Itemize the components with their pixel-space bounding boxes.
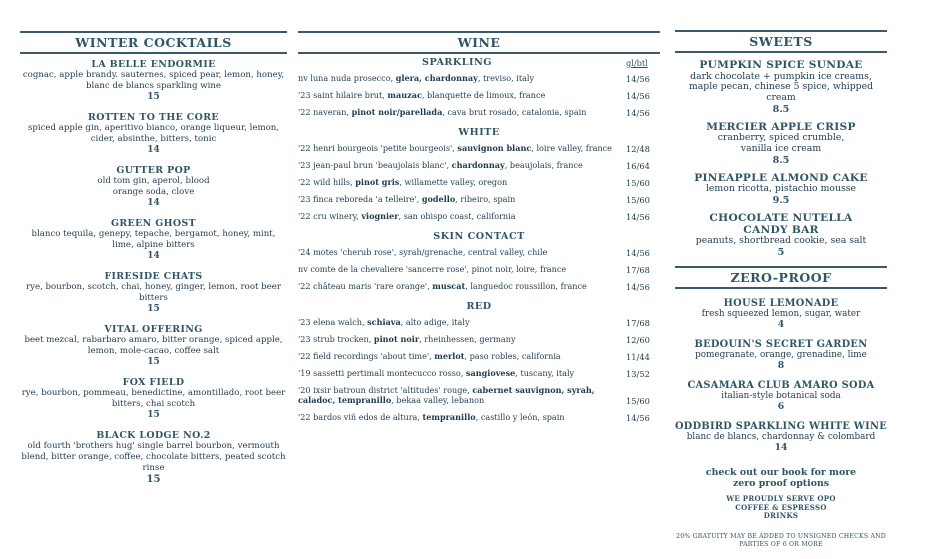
wine-name-pre: '24 motes 'cherub rose', syrah/grenache, central valley, chile: [298, 247, 548, 258]
zero-proof-price: 4: [777, 318, 785, 330]
wine-row: [298, 212, 660, 222]
wine-name-pre: '22 bardos viñ edos de altura,: [298, 411, 423, 422]
cocktail-price: 14: [147, 145, 160, 155]
sparkling-list: [298, 74, 660, 118]
zero-proof-price: 8: [777, 359, 785, 371]
cocktail-name: LA BELLE ENDORMIE: [91, 59, 216, 70]
wine-region: , san obispo coast, california: [398, 211, 516, 222]
cocktail-desc: spiced apple gin, aperitivo bianco, orange liqueur, lemon, cider, absinthe, bitters, tonic: [27, 123, 280, 144]
wine-grape: sauvignon blanc: [457, 143, 532, 154]
wine-name: [298, 144, 616, 154]
wine-header: WINE: [298, 31, 660, 54]
zero-proof-item: [675, 339, 887, 371]
wine-name-pre: '22 field recordings 'about time',: [298, 351, 435, 362]
wine-grape: viognier: [361, 211, 399, 222]
wine-grape: godello: [421, 194, 456, 205]
wine-price: 15/60: [626, 395, 650, 406]
red-list: [298, 318, 660, 423]
wine-name: [298, 212, 616, 222]
wine-region: , cava brut rosado, catalonia, spain: [442, 107, 587, 118]
wine-name-pre: '19 sassetti pertimali montecucco rosso,: [298, 368, 466, 379]
wine-row: [298, 161, 660, 171]
wine-row: [298, 282, 660, 292]
wine-region: , castillo y león, spain: [475, 411, 565, 422]
cocktail-desc: blanco tequila, genepy, tepache, bergamot, honey, mint, lime, alpine bitters: [31, 229, 276, 250]
sweet-item: [675, 173, 887, 206]
wine-name-pre: '22 naveran,: [298, 107, 352, 118]
sweet-price: 5: [777, 247, 785, 259]
zero-proof-header: ZERO-PROOF: [675, 266, 887, 289]
sweet-item: [675, 60, 887, 115]
wine-row: [298, 413, 660, 423]
wine-name: [298, 265, 616, 275]
wine-grape: schiava: [367, 317, 401, 328]
wine-name: [298, 74, 616, 84]
wine-grape: merlot: [434, 351, 465, 362]
cocktail-desc: cognac, apple brandy. sauternes, spiced pear, lemon, honey, blanc de blancs sparkling wine: [22, 70, 285, 91]
wine-region: , tuscany, italy: [515, 368, 575, 379]
skin-contact-title: SKIN CONTACT: [433, 231, 525, 242]
wine-grape: cabernet sauvignon, syrah, caladoc, tempranillo: [298, 385, 595, 405]
cocktail-name: GUTTER POP: [116, 165, 191, 176]
wine-grape: pinot noir/parellada: [351, 107, 443, 118]
wine-name: [298, 108, 616, 118]
wine-name: [298, 282, 616, 292]
wine-price: 17/68: [626, 265, 650, 275]
cocktail-price: 15: [146, 474, 161, 485]
sparkling-title: SPARKLING: [422, 57, 492, 68]
wine-price: 15/60: [626, 178, 650, 188]
zero-proof-item: [675, 421, 887, 453]
zero-proof-desc: fresh squeezed lemon, sugar, water: [701, 309, 861, 320]
cocktail-desc: old fourth 'brothers hug' single barrel bourbon, vermouth blend, bitter orange, coffee, chocolate bitters, peated scotch rinse: [21, 441, 286, 473]
cocktail-desc: old tom gin, aperol, blood orange soda, clove: [97, 176, 210, 197]
gl-btl-label: gl/btl: [626, 57, 648, 68]
wine-name-pre: '23 finca reboreda 'a telleire',: [298, 194, 422, 205]
cocktail-name: FOX FIELD: [122, 377, 185, 388]
cocktail-price: 15: [147, 304, 160, 314]
wine-row: [298, 386, 660, 406]
sweet-item: [675, 122, 887, 166]
wine-region: , ribeiro, spain: [455, 194, 516, 205]
cocktail-price: 15: [147, 92, 160, 102]
zero-proof-item: [675, 298, 887, 330]
sweet-price: 8.5: [772, 103, 790, 115]
zero-proof-desc: italian-style botanical soda: [721, 391, 841, 402]
wine-grape: chardonnay: [451, 160, 505, 171]
sweets-header: SWEETS: [675, 30, 887, 53]
sparkling-subheader: [298, 57, 660, 68]
cocktail-price: 15: [147, 410, 160, 420]
wine-name: [298, 369, 616, 379]
wine-price: 14/56: [626, 412, 650, 423]
sweet-desc: lemon ricotta, pistachio mousse: [705, 183, 857, 195]
book-note: check out our book for more zero proof options: [705, 467, 857, 490]
wine-name-pre: '23 elena walch,: [298, 317, 368, 328]
sweets-column: [675, 0, 887, 549]
wine-row: [298, 265, 660, 275]
wine-name: [298, 195, 616, 205]
cocktail-price: 14: [147, 198, 160, 208]
zero-proof-name: CASAMARA CLUB AMARO SODA: [687, 380, 875, 392]
wine-name: [298, 248, 616, 258]
wine-grape: pinot noir: [373, 334, 420, 345]
wine-region: , beaujolais, france: [504, 160, 583, 171]
wine-name-pre: '22 château maris 'rare orange',: [298, 281, 433, 292]
cocktail-item: [20, 112, 287, 156]
gratuity-note: 20% GRATUITY MAY BE ADDED TO UNSIGNED CHECKS AND PARTIES OF 6 OR MORE: [676, 532, 886, 548]
wine-region: , loire valley, france: [531, 143, 612, 154]
red-title: RED: [466, 301, 492, 312]
wine-grape: sangiovese: [465, 368, 516, 379]
wine-region: , blanquette de limoux, france: [421, 90, 546, 101]
wine-grape: tempranillo: [422, 411, 476, 422]
sweet-desc: peanuts, shortbread cookie, sea salt: [695, 235, 867, 247]
wine-region: , willamette valley, oregon: [399, 177, 508, 188]
zero-proof-desc: pomegranate, orange, grenadine, lime: [695, 350, 867, 361]
cocktail-desc: rye, bourbon, scotch, chai, honey, ginger, lemon, root beer bitters: [26, 282, 281, 303]
wine-name-pre: '20 ixsir batroun district 'altitudes' rouge,: [298, 385, 473, 395]
zero-proof-name: HOUSE LEMONADE: [723, 298, 839, 310]
wine-region: , paso robles, california: [464, 351, 561, 362]
cocktail-name: BLACK LODGE NO.2: [96, 430, 211, 441]
wine-name-pre: '22 wild hills,: [298, 177, 356, 188]
wine-region: , alto adige, italy: [400, 317, 470, 328]
wine-price: 14/56: [626, 108, 650, 118]
wine-name-pre: '23 strub trocken,: [298, 334, 374, 345]
wine-name-pre: '23 saint hilaire brut,: [298, 90, 388, 101]
white-list: [298, 144, 660, 222]
wine-row: [298, 335, 660, 345]
skin-contact-list: [298, 248, 660, 292]
cocktails-header: WINTER COCKTAILS: [20, 31, 287, 54]
wine-price: 14/56: [626, 212, 650, 222]
cocktail-item: [20, 377, 287, 421]
wine-name-pre: '22 henri bourgeois 'petite bourgeois',: [298, 143, 458, 154]
wine-grape: glera, chardonnay: [395, 73, 478, 84]
cocktail-price: 15: [147, 357, 160, 367]
wine-name: [298, 178, 616, 188]
wine-price: 11/44: [626, 352, 650, 362]
cocktail-item: [20, 271, 287, 315]
cocktail-item: [20, 324, 287, 368]
cocktail-item: [20, 165, 287, 209]
cocktail-desc: rye, bourbon, pommeau, benedictine, amontillado, root beer bitters, chai scotch: [21, 388, 286, 409]
sweet-name: MERCIER APPLE CRISP: [706, 120, 856, 133]
sweet-name: PINEAPPLE ALMOND CAKE: [694, 171, 868, 184]
zero-proof-price: 14: [774, 441, 788, 453]
wine-price: 12/48: [626, 144, 650, 154]
wine-name: [298, 413, 616, 423]
wine-price: 17/68: [626, 318, 650, 328]
wine-price: 15/60: [626, 195, 650, 205]
wine-region: , treviso, italy: [477, 73, 535, 84]
sweet-item: [675, 213, 887, 258]
cocktail-item: [20, 218, 287, 262]
wine-row: [298, 195, 660, 205]
zero-proof-name: ODDBIRD SPARKLING WHITE WINE: [674, 421, 888, 433]
wine-price: 16/64: [626, 161, 650, 171]
wine-price: 14/56: [626, 282, 650, 292]
sweet-name: CHOCOLATE NUTELLA CANDY BAR: [709, 212, 853, 236]
cocktail-name: GREEN GHOST: [110, 218, 197, 229]
sweet-desc: cranberry, spiced crumble, vanilla ice cream: [717, 132, 845, 155]
sweet-price: 8.5: [772, 154, 790, 166]
wine-grape: mauzac: [387, 90, 422, 101]
opo-coffee-note: WE PROUDLY SERVE OPO COFFEE & ESPRESSO DRINKS: [726, 494, 836, 521]
wine-name: [298, 318, 616, 328]
zero-proof-desc: blanc de blancs, chardonnay & colombard: [686, 432, 876, 443]
sweet-desc: dark chocolate + pumpkin ice creams, maple pecan, chinese 5 spice, whipped cream: [688, 70, 874, 104]
wine-price: 14/56: [626, 74, 650, 84]
wine-row: [298, 108, 660, 118]
wine-name-pre: '22 cru winery,: [298, 211, 362, 222]
cocktail-name: ROTTEN TO THE CORE: [88, 112, 219, 123]
wine-row: [298, 178, 660, 188]
wine-row: [298, 91, 660, 101]
wine-name: [298, 335, 616, 345]
cocktail-name: VITAL OFFERING: [104, 324, 203, 335]
wine-price: 14/56: [626, 248, 650, 258]
wine-region: , bekaa valley, lebanon: [391, 394, 485, 405]
wine-grape: pinot gris: [355, 177, 400, 188]
wine-name-pre: '23 jean-paul brun 'beaujolais blanc',: [298, 160, 452, 171]
sweet-name: PUMPKIN SPICE SUNDAE: [699, 59, 863, 71]
wine-row: [298, 318, 660, 328]
wine-row: [298, 248, 660, 258]
wine-region: , rheinhessen, germany: [419, 334, 516, 345]
zero-proof-name: BEDOUIN'S SECRET GARDEN: [694, 339, 868, 351]
wine-name-pre: nv comte de la chevaliere 'sancerre rose', pinot noir, loire, france: [298, 264, 567, 275]
wine-region: , languedoc roussillon, france: [465, 281, 587, 292]
wine-row: [298, 74, 660, 84]
wine-name-pre: nv luna nuda prosecco,: [298, 73, 396, 84]
wine-row: [298, 369, 660, 379]
wine-price: 12/60: [626, 335, 650, 345]
cocktail-item: [20, 430, 287, 485]
wine-column: [298, 0, 660, 423]
white-title: WHITE: [458, 127, 500, 138]
cocktail-name: FIRESIDE CHATS: [104, 271, 203, 282]
cocktail-item: [20, 59, 287, 103]
zero-proof-price: 6: [777, 400, 785, 412]
wine-name: [298, 386, 616, 406]
wine-price: 14/56: [626, 91, 650, 101]
sweet-price: 9.5: [772, 195, 790, 207]
cocktails-column: [20, 0, 287, 485]
wine-name: [298, 352, 616, 362]
cocktail-desc: beet mezcal, rabarbaro amaro, bitter orange, spiced apple, lemon, mole-cacao, coffee salt: [24, 335, 283, 356]
wine-row: [298, 144, 660, 154]
wine-price: 13/52: [626, 369, 650, 379]
cocktail-price: 14: [147, 251, 160, 261]
wine-row: [298, 352, 660, 362]
wine-name: [298, 161, 616, 171]
zero-proof-item: [675, 380, 887, 412]
wine-grape: muscat: [432, 281, 466, 292]
wine-name: [298, 91, 616, 101]
